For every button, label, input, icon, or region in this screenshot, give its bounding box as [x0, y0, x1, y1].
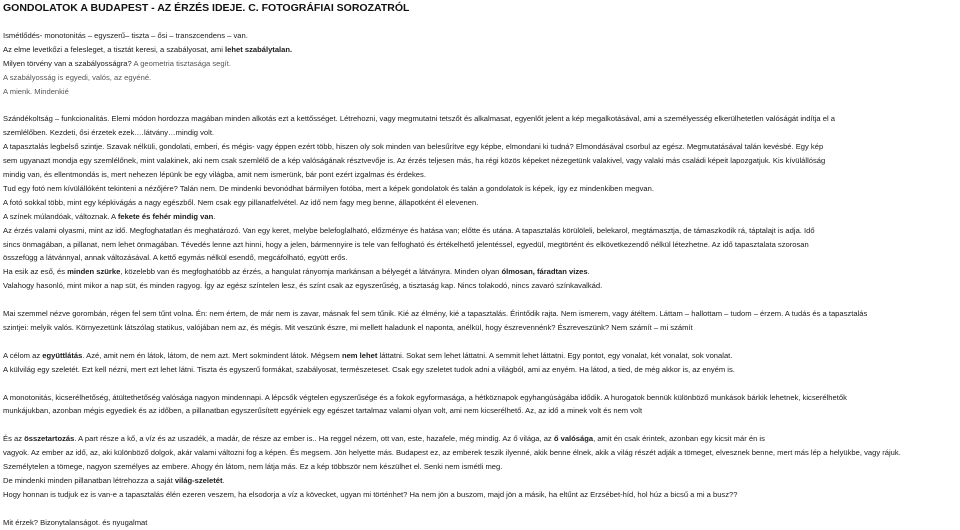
bold-text: minden szürke — [67, 267, 121, 277]
paragraph-line — [3, 210, 957, 224]
paragraph-line: A monotonitás, kicserélhetőség, átültethetőség valósága nagyon mindennapi. A lépcsők végtelen egyszerűsége és a fokok egyformasága, a hétköznapok egyhangúságába idődik. A hurogatok bennük különböző munkások bárkik lehetnek, kicserélhetők — [3, 392, 847, 402]
bold-text: ólmosan, fáradtan vizes — [501, 267, 588, 277]
paragraph-line: Az érzés valami olyasmi, mint az idő. Megfoghatatlan és meghatározó. Van egy keret, melybe belefoglalható, előzménye és hatása van; előtte és utána. A tapasztalás körülöleli, belekarol, megtámasztja, de támaszkodik rá, táptalajt is adja. Idő — [3, 225, 815, 235]
paragraph-line — [3, 349, 957, 363]
paragraph-text: láttatni. Sokat sem lehet láttatni. A semmit lehet láttatni. Egy pontot, egy vonalat, két vonalat, sok vonalat. — [377, 350, 733, 360]
paragraph-line: Tud egy fotó nem kívülállóként tekinteni a nézőjére? Talán nem. De mindenki bevonódhat bármilyen fotóba, mert a képek gondolatok és talán a gondolatok is képek, így ez mindenkiben megvan. — [3, 183, 654, 193]
paragraph-line: Szándékoltság – funkcionalitás. Elemi módon hordozza magában minden alkotás ezt a kettősséget. Létrehozni, vagy megmutatni tetszőt és alkalmasat, egyenlőt jelent a kép megalkotásával, ami a személyesség elkerülhetetlen valóságát indítja el a — [3, 114, 835, 124]
paragraph-text: . — [222, 475, 225, 485]
paragraph-line — [3, 432, 957, 446]
paragraph-text: . A part része a kő, a víz és az uszadék, a madár, de része az ember is.. Ha reggel nézem, ott van, este, hazafele, még mindig. Az ő világa, az — [74, 434, 554, 444]
paragraph-line: Valahogy hasonló, mint mikor a nap süt, és minden ragyog. Így az egész színtelen lesz, és színt csak az egyszerűség, a tisztaság kap. Nincs tolakodó, nincs zavaró színkavalkád. — [3, 281, 603, 291]
paragraph-line: A külvilág egy szeletét. Ezt kell nézni, mert ezt lehet látni. Tiszta és egyszerű formákat, szabályosat, természeteset. Csak egy szeletet tudok adni a világból, ami az enyém. Ha látod, a tied, de még akkor is, az enyém is. — [3, 364, 735, 374]
paragraph-text: A színek múlandóak, változnak. A — [3, 211, 118, 221]
intro-text: A mienk. — [3, 86, 35, 96]
paragraph-line: A tapasztalás legbelső szintje. Szavak nélküli, gondolati, emberi, és mégis- vagy éppen ezért több, hiszen oly sok minden van belesűrítve egy képbe, elmondani ki tudná? Elmondásával csorbul az egész. Megmutatásával talán kevésbé. Egy kép — [3, 142, 824, 152]
paragraph-text: . Azé, amit nem én látok, látom, de nem azt. Mert sokmindent látok. Mégsem — [82, 350, 342, 360]
intro-bold-text: lehet szabálytalan. — [225, 44, 293, 54]
paragraph-line: szemlélőben. Kezdeti, ősi érzetek ezek.…látvány…mindig volt. — [3, 128, 215, 138]
paragraph-text: . — [213, 211, 216, 221]
paragraph-line: mindig van, és ellentmondás is, mert nehezen lépünk be egy világba, amit nem ismerünk, bár pont ezért izgalmas és érdekes. — [3, 170, 426, 180]
paragraph-line — [3, 265, 957, 279]
paragraph-text: És az — [3, 434, 25, 444]
bold-text: ő valósága — [553, 434, 594, 444]
paragraph-text: , közelebb van és megfoghatóbb az érzés, a hangulat rányomja markánsan a bélyegét a látványra. Minden olyan — [120, 267, 502, 277]
paragraph-line: összefügg a látvánnyal, annak változásával. A kettő egymás nélkül esendő, megcáfolható, együtt erős. — [3, 253, 348, 263]
paragraph-line: szintjei: melyik valós. Környezetünk látszólag statikus, valójában nem az, és mégis. Mit veszünk észre, mi mellett haladunk el napontа, anélkül, hogy észrevennénk? Észreveszünk? Nem számít – mi számít — [3, 323, 693, 332]
bold-text: összetartozás — [24, 434, 75, 444]
paragraph-line: Hogy honnan is tudjuk ez is van-e a tapasztalás élén ezeren veszem, ha elsodorja a víz a kövecket, ugyan mi történhet? Ha nem jön a buszom, majd jön a másik, ha eltűnt az Erzsébet-híd, hol húz a bicsű a mi a busz?? — [3, 489, 738, 499]
intro-line — [3, 85, 957, 99]
paragraph-line: A fotó sokkal több, mint egy képkivágás a nagy egészből. Nem csak egy pillanatfelvétel. Az idő nem fagy meg benne, állapotként él elevenen. — [3, 197, 479, 207]
paragraph-text: De mindenki minden pillanatban létrehozza a saját — [3, 475, 175, 485]
paragraph-line: Mai szemmel nézve gorombán, régen fel sem tűnt volna. Én: nem értem, de már nem is zavar, másnak fel sem tűnik. Kié az élmény, kié a tapasztalás. Érintődik rajta. Nem ismerem, vagy átéltem. Láttam – hallottam – tudom – érzem. A tudás és a tapasztalás — [3, 309, 868, 319]
intro-line: Ismétlődés- monotonitás – egyszerű– tiszta – ősi – transzcendens – van. — [3, 31, 248, 40]
intro-line: A szabályosság is egyedi, valós, az egyéné. — [3, 72, 152, 82]
paragraph-line: munkájukban, azonban mégis egyediek és az időben, a pillanatban egyszerűsített egyéniek egy egészet tartalmaz valami olyan volt, ami nem kicserélhető. Az, az idő a minek volt és nem volt — [3, 406, 643, 416]
paragraph-text: , amit én csak érintek, azonban egy kicsit már én is — [593, 434, 765, 444]
footer-line: Mit érzek? Bizonytalanságot. és nyugalmat — [3, 517, 148, 527]
intro-line — [3, 43, 957, 57]
bold-text: együttlátás — [42, 350, 83, 360]
intro-text: A geometria tisztasága segít. — [133, 58, 231, 68]
bold-text: fekete és fehér mindig van — [117, 211, 214, 221]
paragraph-line: vagyok. Az ember az idő, az, aki különböző dolgok, akár valami változni fog a képen. És megsem. Jön helyette más. Budapest ez, az emberek teszik ilyenné, akik benne élnek, akik a világ részét adják a tömeget, elvesznek benne, mert más lép a helyükbe, vagy rájuk. — [3, 448, 901, 458]
intro-text: Az elme levetkőzi a felesleget, a tisztát keresi, a szabályosat, ami — [3, 44, 226, 54]
intro-text: Mindenkié — [34, 86, 69, 96]
paragraph-line: sincs önmagában, a pillanat, nem lehet önmagában. Tévedés lenne azt hinni, hogy a jelen, bármennyire is tele van felfogható és értékelhető jelentéssel, egyedül, megtörtént és elkövetkezendő nélkül létezhetne. Az idő tapasztalata szorosan — [3, 239, 809, 249]
paragraph-text: . — [587, 267, 590, 277]
bold-text: világ-szeletét — [174, 475, 223, 485]
bold-text: nem lehet — [341, 350, 378, 360]
intro-line — [3, 57, 957, 71]
paragraph-line — [3, 474, 957, 488]
paragraph-text: Ha esik az eső, és — [3, 267, 68, 277]
paragraph-line: sem ugyanazt mondja egy szemlélőnek, mint valakinek, aki nem csak szemlélő de a kép valóságának résztvevője is. Az érzés teljesen más, ha régi közös képeket nézegetünk valakivel, vagy valaki más családi képeit lapozgatjuk. Kis kívülállóság — [3, 156, 826, 166]
paragraph-text: A célom az — [3, 350, 43, 360]
paragraph-line: Személytelen a tömege, nagyon személyes az embere. Ahogy én látom, nem látja más. Ez a kép többször nem készülhet el. Senki nem ismétli meg. — [3, 462, 503, 472]
page-title: GONDOLATOK A BUDAPEST - AZ ÉRZÉS IDEJE. C. FOTOGRÁFIAI SOROZATRÓL — [3, 2, 410, 14]
intro-text: Milyen törvény van a szabályosságra? — [3, 58, 134, 68]
